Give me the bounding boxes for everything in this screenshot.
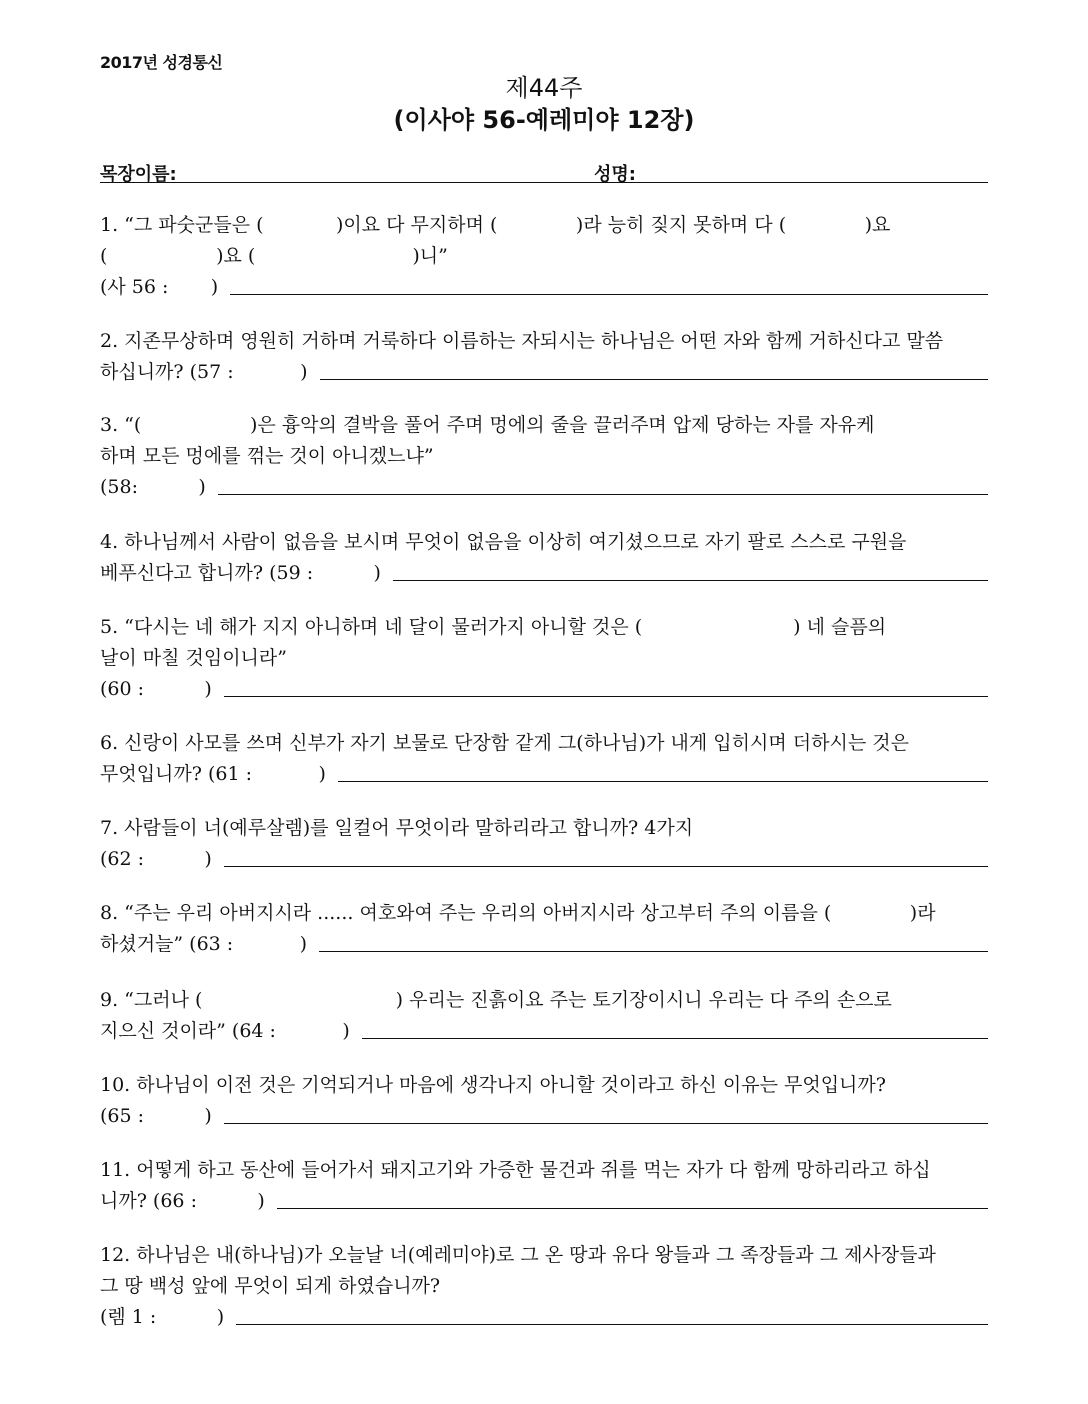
question-2 [100,326,988,388]
question-line [100,759,988,790]
question-text: 베푸신다고 합니까? (59 : ) [100,562,381,584]
question-text: 10. 하나님이 이전 것은 기억되거나 마음에 생각나지 아니할 것이라고 하신 이유는 무엇입니까? [100,1074,886,1096]
question-line [100,1240,988,1271]
question-text: 9. “그러나 ( ) 우리는 진흙이요 주는 토기장이시니 우리는 다 주의 손으로 [100,989,892,1011]
question-line [100,1155,988,1186]
question-line [100,326,988,357]
question-line [100,844,988,875]
question-line [100,929,988,960]
question-3 [100,410,988,503]
question-text: 하셨거늘” (63 : ) [100,933,308,955]
question-line [100,612,988,643]
answer-line[interactable] [218,494,988,495]
question-11 [100,1155,988,1217]
question-line [100,985,988,1016]
question-line [100,1186,988,1217]
question-1 [100,210,988,303]
question-line [100,1101,988,1132]
question-line [100,472,988,503]
question-line [100,210,988,241]
question-text: 2. 지존무상하며 영원히 거하며 거룩하다 이름하는 자되시는 하나님은 어떤 자와 함께 거하신다고 말씀 [100,330,944,352]
question-text: (65 : ) [100,1105,212,1127]
question-line [100,527,988,558]
question-line [100,1271,988,1302]
answer-line[interactable] [393,580,988,581]
question-line [100,728,988,759]
question-text: (58: ) [100,476,206,498]
question-line [100,357,988,388]
answer-line[interactable] [224,696,988,697]
question-9 [100,985,988,1047]
question-line [100,898,988,929]
group-name-label: 목장이름: [100,164,177,185]
answer-line[interactable] [236,1324,988,1325]
question-text: 11. 어떻게 하고 동산에 들어가서 돼지고기와 가증한 물건과 쥐를 먹는 자가 다 함께 망하리라고 하십 [100,1159,931,1181]
answer-line[interactable] [362,1038,988,1039]
question-line [100,410,988,441]
answer-line[interactable] [224,1123,988,1124]
question-line [100,674,988,705]
question-text: 무엇입니까? (61 : ) [100,763,326,785]
question-text: 니까? (66 : ) [100,1190,265,1212]
answer-line[interactable] [319,951,988,952]
question-7 [100,813,988,875]
answer-line[interactable] [320,379,988,380]
answer-line[interactable] [230,294,988,295]
question-5 [100,612,988,705]
question-text: 4. 하나님께서 사람이 없음을 보시며 무엇이 없음을 이상히 여기셨으므로 자기 팔로 스스로 구원을 [100,531,907,553]
question-text: 5. “다시는 네 해가 지지 아니하며 네 달이 물러가지 아니할 것은 ( ) 네 슬픔의 [100,616,887,638]
info-row [100,160,988,184]
question-text: 날이 마칠 것임이니라” [100,647,287,669]
question-line [100,1070,988,1101]
question-text: 8. “주는 우리 아버지시라 ...... 여호와여 주는 우리의 아버지시라 상고부터 주의 이름을 ( )라 [100,902,936,924]
question-text: (62 : ) [100,848,212,870]
question-text: 그 땅 백성 앞에 무엇이 되게 하였습니까? [100,1275,441,1297]
question-10 [100,1070,988,1132]
question-text: 지으신 것이라” (64 : ) [100,1020,350,1042]
info-underline [100,182,988,183]
question-line [100,558,988,589]
question-line [100,441,988,472]
question-line [100,643,988,674]
document-year-label: 2017년 성경통신 [100,53,223,72]
week-title: 제44주 [505,74,583,102]
question-text: 7. 사람들이 너(예루살렘)를 일컬어 무엇이라 말하리라고 합니까? 4가지 [100,817,694,839]
question-line [100,1302,988,1333]
question-text: (사 56 : ) [100,276,219,298]
question-text: 12. 하나님은 내(하나님)가 오늘날 너(예레미야)로 그 온 땅과 유다 왕들과 그 족장들과 그 제사장들과 [100,1244,936,1266]
question-text: 6. 신랑이 사모를 쓰며 신부가 자기 보물로 단장함 같게 그(하나님)가 내게 입히시며 더하시는 것은 [100,732,909,754]
question-12 [100,1240,988,1333]
question-6 [100,728,988,790]
person-name-label: 성명: [594,164,636,185]
scripture-range: (이사야 56-예레미야 12장) [393,106,695,134]
question-8 [100,898,988,960]
question-text: 하며 모든 멍에를 꺾는 것이 아니겠느냐” [100,445,434,467]
question-line [100,1016,988,1047]
question-line [100,813,988,844]
question-text: 1. “그 파숫군들은 ( )이요 다 무지하며 ( )라 능히 짖지 못하며 다 ( )요 [100,214,891,236]
answer-line[interactable] [338,781,988,782]
question-line [100,272,988,303]
answer-line[interactable] [224,866,988,867]
question-text: (60 : ) [100,678,212,700]
question-text: ( )요 ( )니” [100,245,448,267]
question-text: (렘 1 : ) [100,1306,225,1328]
question-line [100,241,988,272]
question-text: 3. “( )은 흉악의 결박을 풀어 주며 멍에의 줄을 끌러주며 압제 당하는 자를 자유케 [100,414,875,436]
question-text: 하십니까? (57 : ) [100,361,308,383]
question-4 [100,527,988,589]
answer-line[interactable] [277,1208,988,1209]
